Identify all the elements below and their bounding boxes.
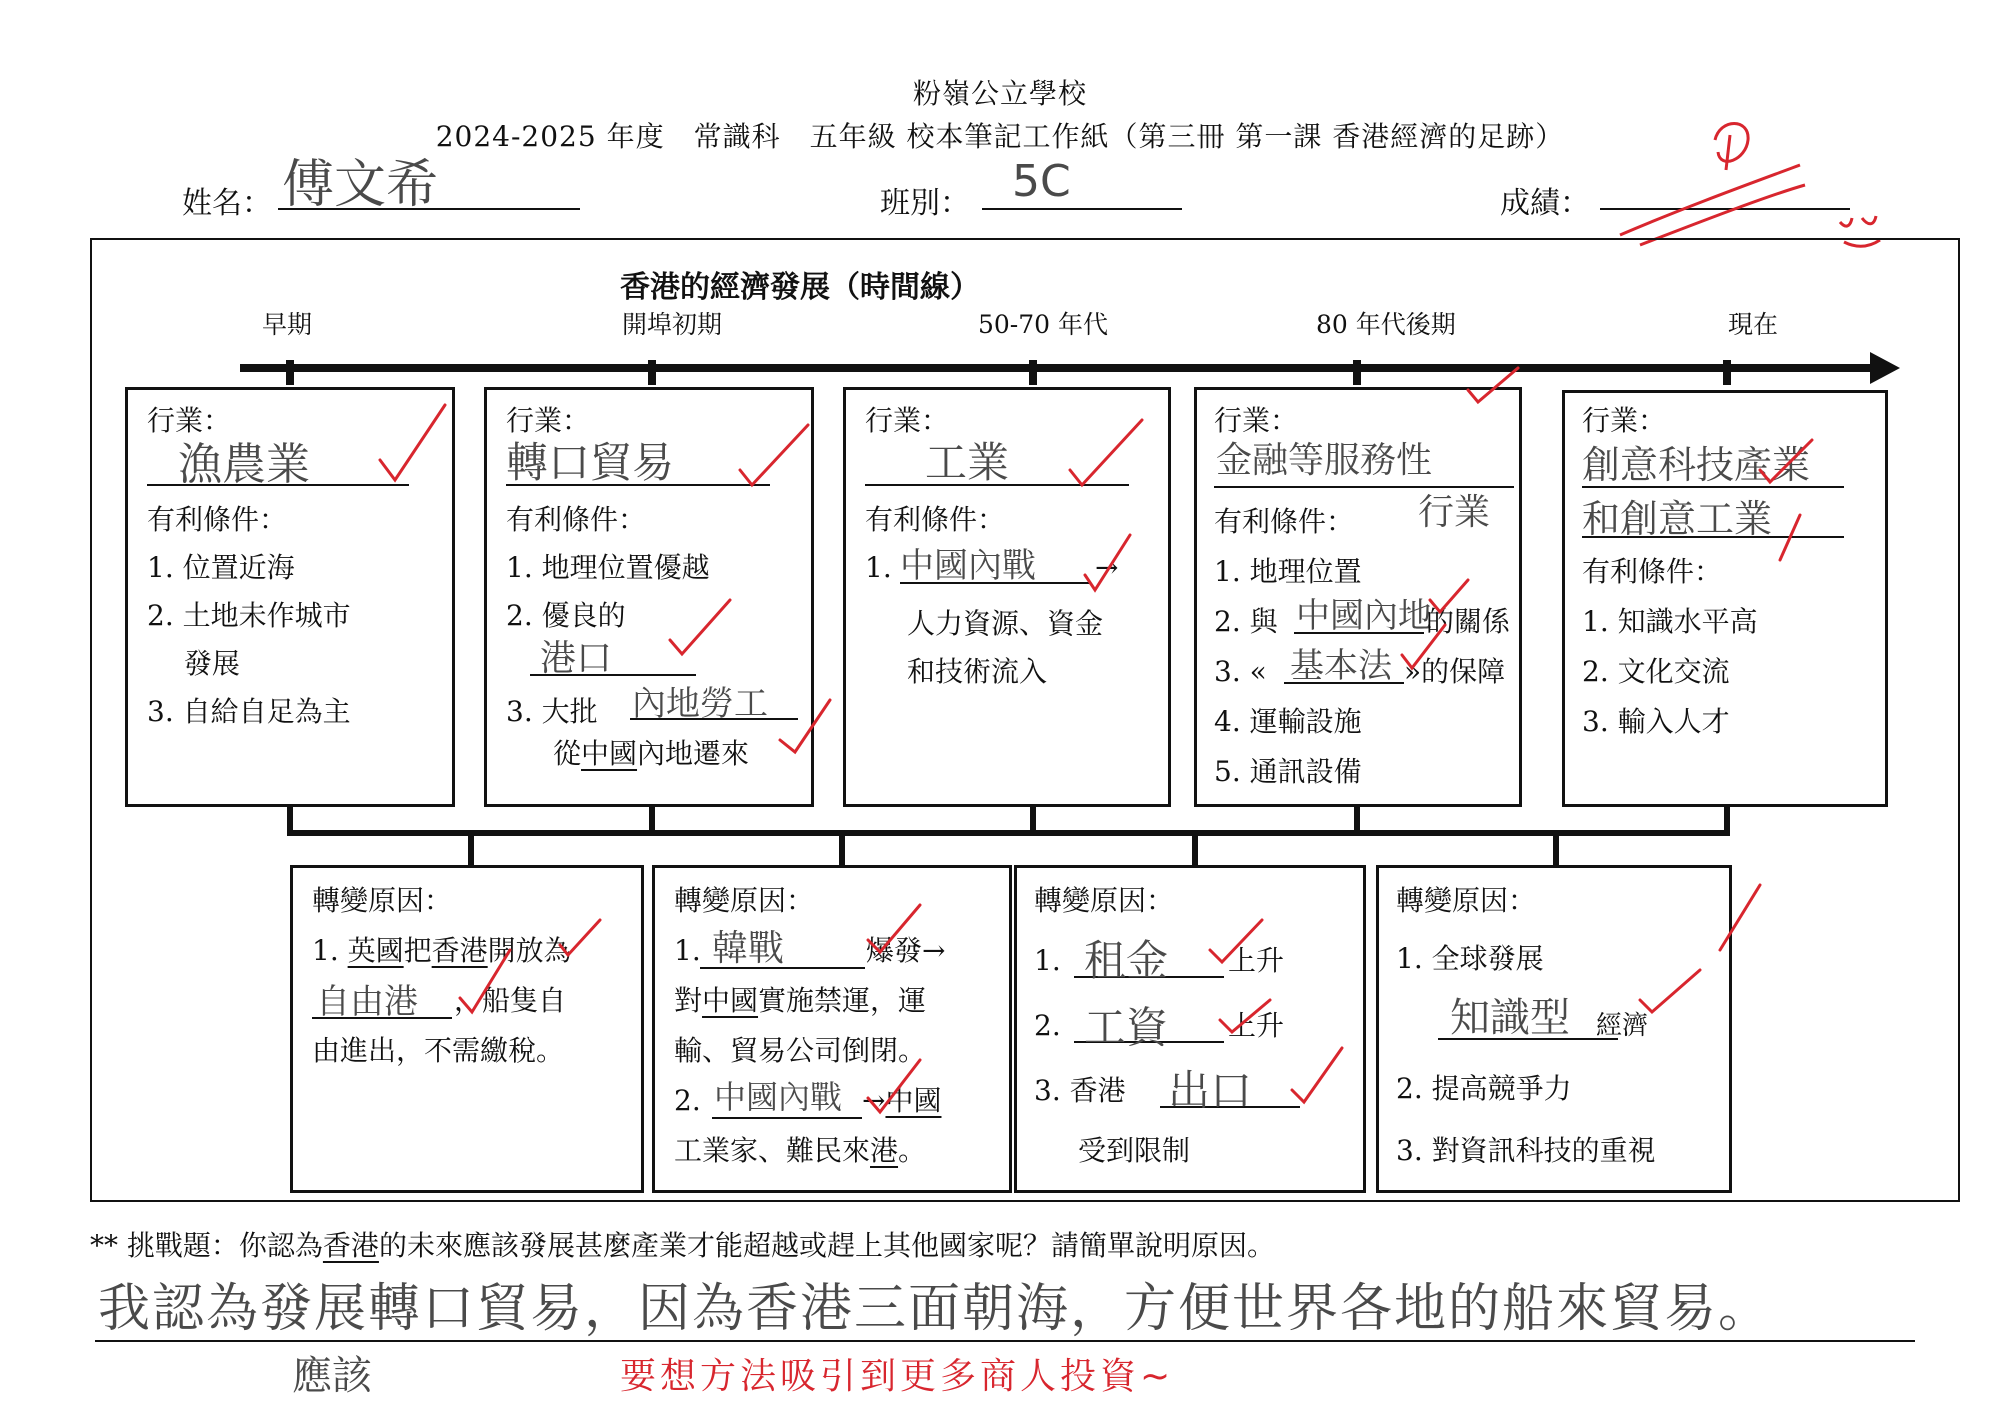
reason-item-1-prefix: 1. <box>1034 944 1061 977</box>
condition-item-3-prefix: 3. « <box>1214 655 1267 688</box>
condition-item: 1. 地理位置 <box>1214 555 1362 588</box>
industry-answer-handwriting: 金融等服務性 <box>1216 440 1433 481</box>
conditions-label: 有利條件： <box>1214 505 1355 538</box>
arrow-icon: → <box>1095 551 1119 584</box>
reason-line: 對中國實施禁運，運 <box>674 984 927 1017</box>
reason-line: 受到限制 <box>1078 1134 1191 1167</box>
industry-answer-handwriting: 工業 <box>925 438 1010 487</box>
condition-item: 1. 位置近海 <box>147 551 295 584</box>
condition-item: 發展 <box>147 647 240 680</box>
reason-blank-handwriting: 韓戰 <box>712 928 785 969</box>
condition-item: 3. 輸入人才 <box>1582 705 1730 738</box>
conditions-label: 有利條件： <box>865 503 1006 536</box>
reason-line: 1. 全球發展 <box>1396 942 1544 975</box>
name-handwriting: 傅文希 <box>282 155 439 215</box>
worksheet-subtitle: 2024-2025 年度 常識科 五年級 校本筆記工作紙（第三冊 第一課 香港經濟的足跡） <box>435 120 1565 153</box>
condition-blank-handwriting: 中國內戰 <box>900 546 1036 586</box>
reason-line: 輸、貿易公司倒閉。 <box>674 1034 927 1067</box>
reason-blank-handwriting: 工資 <box>1084 1003 1169 1052</box>
reason-blank-handwriting: 知識型 <box>1450 995 1570 1041</box>
condition-item: 和技術流入 <box>907 655 1048 688</box>
reason-item-2-suffix: 上升 <box>1228 1009 1285 1042</box>
reason-item-2-suffix: →中國 <box>862 1084 942 1117</box>
condition-item: 人力資源、資金 <box>907 607 1104 640</box>
reason-blank-handwriting: 出口 <box>1168 1066 1253 1115</box>
teacher-comment: 要想方法吸引到更多商人投資~ <box>620 1356 1175 1397</box>
industry-answer-handwriting-line2: 行業 <box>1418 492 1491 533</box>
period-label-early: 早期 <box>262 310 313 339</box>
period-label-port-opening: 開埠初期 <box>622 310 723 339</box>
reason-item-2-prefix: 2. <box>1034 1009 1061 1042</box>
reason-line: 3. 對資訊科技的重視 <box>1396 1134 1656 1167</box>
challenge-question: ** 挑戰題：你認為香港的未來應該發展甚麼產業才能超越或趕上其他國家呢？請簡單說明原因。 <box>90 1229 1275 1262</box>
reason-label: 轉變原因： <box>1034 884 1175 917</box>
reason-label: 轉變原因： <box>312 884 453 917</box>
reason-item-1-prefix: 1. <box>674 934 701 967</box>
conditions-label: 有利條件： <box>506 503 647 536</box>
industry-label: 行業： <box>1214 404 1299 437</box>
reason-blank-handwriting: 自由港 <box>316 982 418 1022</box>
industry-label: 行業： <box>1582 404 1667 437</box>
reason-blank-handwriting: 中國內戰 <box>714 1078 843 1116</box>
industry-answer-handwriting: 轉口貿易 <box>506 438 675 487</box>
reason-line: 經濟 <box>1596 1011 1649 1041</box>
industry-answer-handwriting: 漁農業 <box>178 439 310 490</box>
condition-item-3-prefix: 3. 大批 <box>506 695 598 728</box>
period-label-present: 現在 <box>1728 310 1779 339</box>
condition-blank-handwriting: 中國內地 <box>1296 596 1432 636</box>
period-label-1950s-70s: 50-70 年代 <box>978 310 1109 339</box>
condition-item: 2. 土地未作城市 <box>147 599 351 632</box>
condition-item: 5. 通訊設備 <box>1214 755 1362 788</box>
reason-item-1-suffix: 爆發→ <box>866 934 946 967</box>
reason-item-3-prefix: 3. 香港 <box>1034 1074 1126 1107</box>
reason-blank-handwriting: 租金 <box>1084 936 1169 985</box>
reason-line: 2. 提高競爭力 <box>1396 1072 1572 1105</box>
condition-item-3-suffix: »的保障 <box>1404 655 1506 688</box>
industry-label: 行業： <box>147 404 232 437</box>
industry-label: 行業： <box>506 404 591 437</box>
reason-item-2-prefix: 2. <box>674 1084 701 1117</box>
reason-line: 工業家、難民來港。 <box>674 1134 927 1167</box>
condition-item: 1. 地理位置優越 <box>506 551 710 584</box>
class-label: 班別： <box>880 186 970 221</box>
industry-answer-handwriting-line2: 和創意工業 <box>1582 497 1773 541</box>
condition-item: 3. 自給自足為主 <box>147 695 351 728</box>
reason-item-1-suffix: 上升 <box>1228 944 1285 977</box>
condition-item-2-prefix: 2. 與 <box>1214 605 1278 638</box>
industry-answer-handwriting: 創意科技產業 <box>1582 443 1811 487</box>
reason-line: ，船隻自 <box>454 984 567 1017</box>
condition-item: 1. 知識水平高 <box>1582 605 1758 638</box>
reason-label: 轉變原因： <box>1396 884 1537 917</box>
condition-item: 2. 文化交流 <box>1582 655 1730 688</box>
condition-item: 2. 優良的 <box>506 599 626 632</box>
condition-blank-handwriting: 基本法 <box>1290 646 1392 686</box>
industry-label: 行業： <box>865 404 950 437</box>
timeline-title: 香港的經濟發展（時間線） <box>620 270 980 305</box>
challenge-insert-handwriting: 應該 <box>292 1353 372 1399</box>
reason-line: 由進出，不需繳稅。 <box>312 1034 565 1067</box>
school-name: 粉嶺公立學校 <box>912 77 1087 110</box>
condition-item-1-prefix: 1. <box>865 551 892 584</box>
class-handwriting: 5C <box>1012 156 1071 207</box>
condition-blank-handwriting: 內地勞工 <box>632 684 768 724</box>
reason-label: 轉變原因： <box>674 884 815 917</box>
condition-item-2-suffix: 的關係 <box>1426 605 1511 638</box>
grade-label: 成績： <box>1500 186 1590 221</box>
condition-item-3-line2: 從中國內地遷來 <box>553 737 750 770</box>
period-label-late-1980s: 80 年代後期 <box>1316 310 1456 339</box>
reason-line: 1. 英國把香港開放為 <box>312 934 572 967</box>
condition-blank-handwriting: 港口 <box>540 638 613 679</box>
challenge-answer-handwriting: 我認為發展轉口貿易，因為香港三面朝海，方便世界各地的船來貿易。 <box>98 1279 1773 1339</box>
conditions-label: 有利條件： <box>1582 555 1723 588</box>
name-label: 姓名： <box>182 186 272 221</box>
condition-item: 4. 運輸設施 <box>1214 705 1362 738</box>
conditions-label: 有利條件： <box>147 503 288 536</box>
